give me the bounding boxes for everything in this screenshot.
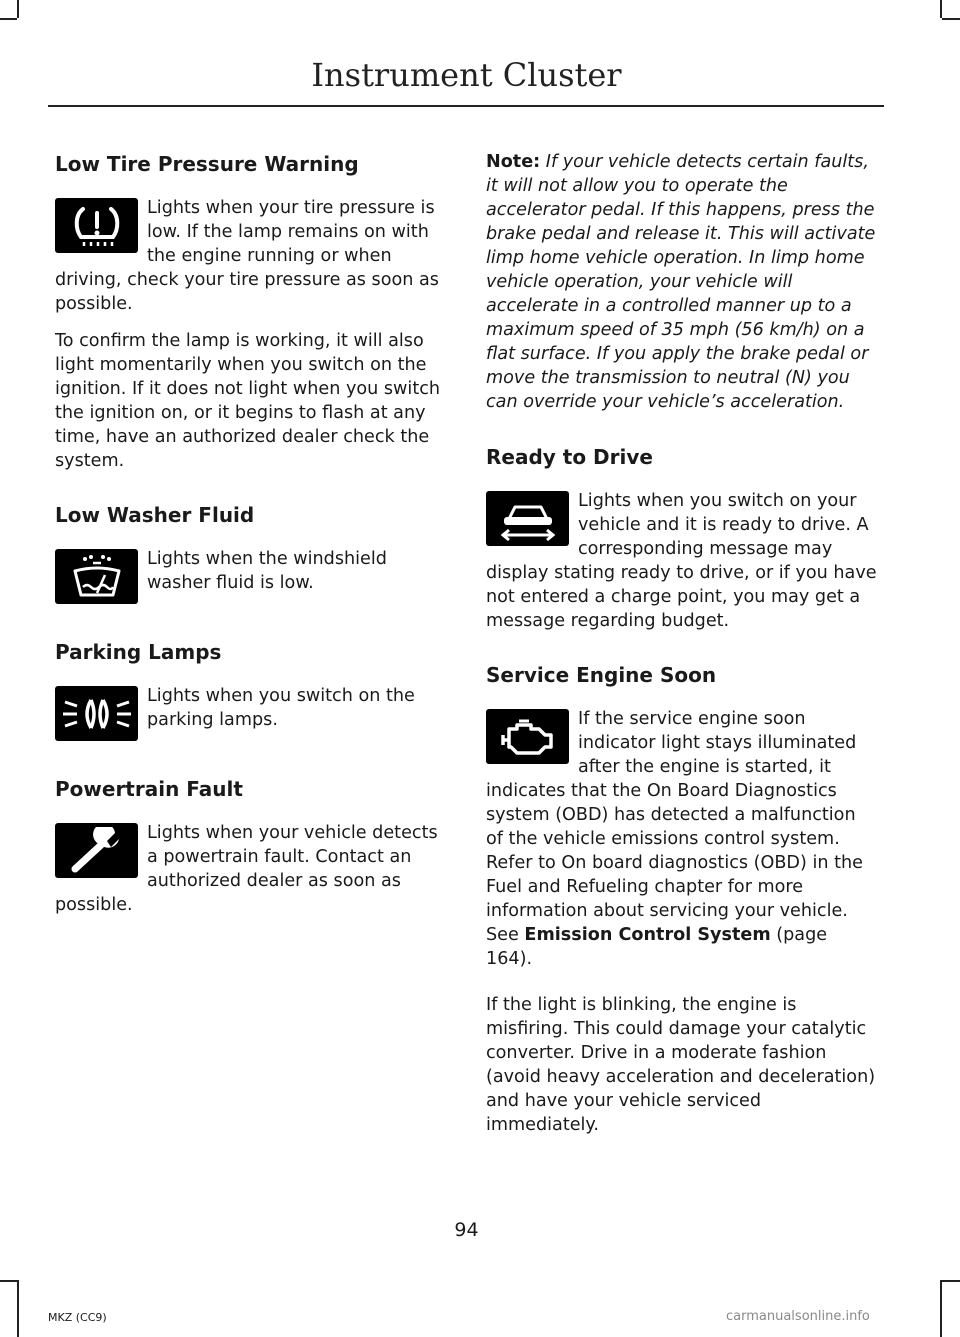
wrench-icon (55, 823, 138, 878)
parking-lamps-icon (55, 686, 138, 741)
model-code: MKZ (CC9) (48, 1311, 107, 1324)
tire-desc-2: To confirm the lamp is working, it will also light momentarily when you switch on the ignition. If it does not light when you switch the ignition on, or it begins to flash at any time, have an authorized dealer check the system. (55, 331, 441, 471)
ready-to-drive-icon (486, 491, 569, 546)
crop-mark (940, 1280, 942, 1337)
powertrain-heading: Powertrain Fault (55, 777, 243, 801)
tire-section (55, 150, 447, 473)
service-section (486, 661, 878, 1137)
crop-mark (942, 18, 960, 20)
header-divider (48, 105, 884, 107)
service-desc-text: If the service engine soon indicator light stays illuminated after the engine is started, it indicates that the On Board Diagnostics system (OBD) has detected a malfunction of the vehicle emissions control system. Refer to On board diagnostics (OBD) in the Fuel and Refueling chapter for more information about servicing your vehicle. See (486, 709, 863, 945)
powertrain-section (55, 775, 447, 917)
crop-mark (17, 0, 19, 18)
tire-desc: Lights when your tire pressure is low. If the lamp remains on with the engine running or when driving, check your tire pressure as soon as possible. (55, 198, 439, 314)
page-ref: (page 164). (486, 925, 828, 969)
page-number: 94 (454, 1219, 479, 1241)
parking-desc: Lights when you switch on the parking lamps. (147, 686, 415, 730)
left-column (55, 150, 447, 945)
crop-mark (17, 1280, 19, 1337)
crop-mark (940, 0, 942, 18)
ready-heading: Ready to Drive (486, 445, 653, 469)
crop-mark (942, 1280, 960, 1282)
crop-mark (0, 1280, 17, 1282)
ready-desc: Lights when you switch on your vehicle and it is ready to drive. A corresponding message may display stating ready to drive, or if you have not entered a charge point, you may get a message regarding budget. (486, 491, 877, 631)
service-desc-2: If the light is blinking, the engine is misfiring. This could damage your catalytic converter. Drive in a moderate fashion (avoid heavy acceleration and deceleration) and have your vehicle serviced immediately. (486, 995, 876, 1135)
note-label: Note: (486, 152, 541, 172)
limp-home-note (486, 150, 878, 414)
parking-heading: Parking Lamps (55, 640, 222, 664)
tire-pressure-icon (55, 198, 138, 253)
parking-section (55, 638, 447, 747)
emission-control-link[interactable]: Emission Control System (524, 925, 771, 945)
powertrain-desc: Lights when your vehicle detects a powertrain fault. Contact an authorized dealer as soon as possible. (55, 823, 438, 915)
page-title: Instrument Cluster (311, 56, 622, 94)
washer-section (55, 501, 447, 610)
watermark: carmanualsonline.info (726, 1309, 870, 1324)
washer-desc: Lights when the windshield washer fluid is low. (147, 549, 387, 593)
washer-fluid-icon (55, 549, 138, 604)
tire-heading: Low Tire Pressure Warning (55, 152, 359, 176)
right-column (486, 150, 878, 1165)
service-heading: Service Engine Soon (486, 663, 717, 687)
ready-section (486, 443, 878, 633)
check-engine-icon (486, 709, 569, 764)
washer-heading: Low Washer Fluid (55, 503, 255, 527)
crop-mark (0, 18, 17, 20)
note-text: If your vehicle detects certain faults, it will not allow you to operate the accelerator pedal. If this happens, press the brake pedal and release it. This will activate limp home vehicle operation. In limp home vehicle operation, your vehicle will accelerate in a controlled manner up to a maximum speed of 35 mph (56 km/h) on a flat surface. If you apply the brake pedal or move the transmission to neutral (N) you can override your vehicle’s acceleration. (486, 152, 876, 412)
